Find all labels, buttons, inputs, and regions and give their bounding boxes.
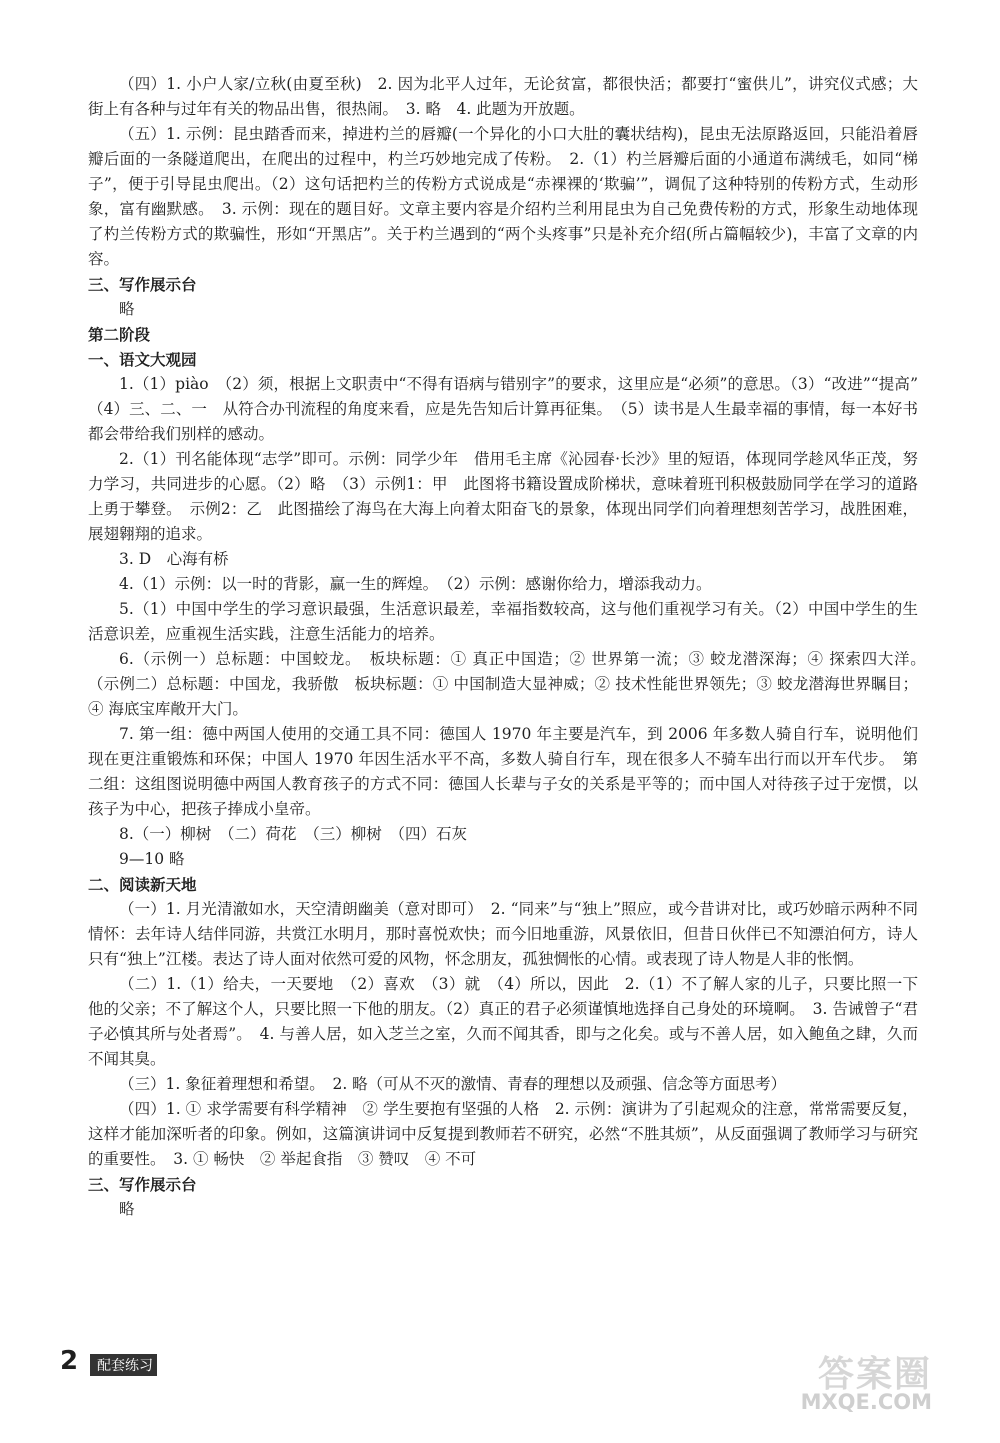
page-number: 2 bbox=[60, 1346, 79, 1376]
section-heading: 二、阅读新天地 bbox=[88, 875, 197, 894]
section-heading: 三、写作展示台 bbox=[88, 1175, 197, 1194]
answer-paragraph: （三）1. 象征着理想和希望。 2. 略（可从不灭的激情、青春的理想以及顽强、信念等方面思考） bbox=[119, 1075, 787, 1093]
watermark-url: MXQE.COM bbox=[800, 1390, 932, 1414]
answer-paragraph: 1.（1）piào （2）须，根据上文职责中“不得有语病与错别字”的要求，这里应是“必须”的意思。（3）“改进”“提高” （4）三、二、一 从符合办刊流程的角度来看，应是先告知后计算再征集。 （5）读书是人生最幸福的事情，每一本好书都会带给我们别样的感动。 bbox=[88, 375, 934, 443]
answer-paragraph: 5.（1）中国中学生的学习意识最强，生活意识最差，幸福指数较高，这与他们重视学习有关。（2）中国中学生的生活意识差，应重视生活实践，注意生活能力的培养。 bbox=[88, 600, 918, 643]
answer-paragraph: 9—10 略 bbox=[119, 850, 185, 868]
answer-paragraph: 8.（一）柳树 （二）荷花 （三）柳树 （四）石灰 bbox=[119, 825, 468, 843]
answer-paragraph: 2.（1）刊名能体现“志学”即可。示例：同学少年 借用毛主席《沁园春·长沙》里的短语，体现同学趁风华正茂，努力学习，共同进步的心愿。（2）略 （3）示例1：甲 此图将书籍设置成阶梯状，意味着班刊积极鼓励同学在学习的道路上勇于攀登。 示例2：乙 此图描绘了海鸟在大海上向着太阳奋飞的景象，体现出同学们向着理想刻苦学习，战胜困难，展翅翱翔的追求。 bbox=[88, 450, 918, 543]
section-heading: 第二阶段 bbox=[88, 325, 151, 344]
answer-paragraph: 略 bbox=[119, 1200, 135, 1218]
answer-paragraph: 略 bbox=[119, 300, 135, 318]
watermark bbox=[770, 1346, 940, 1416]
answer-paragraph: （四）1. ① 求学需要有科学精神 ② 学生要抱有坚强的人格 2. 示例：演讲为了引起观众的注意，常常需要反复，这样才能加深听者的印象。例如，这篇演讲词中反复提到教师若不研究，必然“不胜其烦”，从反面强调了教师学习与研究的重要性。 3. ① 畅快 ② 举起食指 ③ 赞叹 ④ 不可 bbox=[88, 1100, 918, 1168]
watermark-logo: 答案圈 bbox=[817, 1354, 932, 1395]
answer-page-content bbox=[88, 72, 934, 1222]
answer-paragraph: （二）1.（1）给夫，一天要地 （2）喜欢 （3）就 （4）所以，因此 2.（1）不了解人家的儿子，只要比照一下他的父亲；不了解这个人，只要比照一下他的朋友。（2）真正的君子必须谨慎地选择自己身处的环境啊。 3. 告诫曾子“君子必慎其所与处者焉”。 4. 与善人居，如入芝兰之室，久而不闻其香，即与之化矣。或与不善人居，如入鲍鱼之肆，久而不闻其臭。 bbox=[88, 975, 918, 1068]
page-footer bbox=[60, 1346, 940, 1416]
section-heading: 一、语文大观园 bbox=[88, 350, 197, 369]
answer-paragraph: 7. 第一组：德中两国人使用的交通工具不同：德国人 1970 年主要是汽车，到 2006 年多数人骑自行车，说明他们现在更注重锻炼和环保；中国人 1970 年因生活水平不高，多数人骑自行车，现在很多人不骑车出行而以开车代步。 第二组：这组图说明德中两国人教育孩子的方式不同：德国人长辈与子女的关系是平等的；而中国人对待孩子过于宠惯，以孩子为中心，把孩子捧成小皇帝。 bbox=[88, 725, 918, 818]
answer-paragraph: 6.（示例一）总标题：中国蛟龙。 板块标题：① 真正中国造；② 世界第一流；③ 蛟龙潜深海；④ 探索四大洋。 （示例二）总标题：中国龙，我骄傲 板块标题：① 中国制造大显神威；② 技术性能世界领先；③ 蛟龙潜海世界瞩目；④ 海底宝库敞开大门。 bbox=[88, 650, 934, 718]
answer-paragraph: （五）1. 示例：昆虫踏香而来，掉进杓兰的唇瓣(一个异化的小口大肚的囊状结构)，昆虫无法原路返回，只能沿着唇瓣后面的一条隧道爬出，在爬出的过程中，杓兰巧妙地完成了传粉。 2.（1）杓兰唇瓣后面的小通道布满绒毛，如同“梯子”，便于引导昆虫爬出。（2）这句话把杓兰的传粉方式说成是“赤裸裸的‘欺骗’”，调侃了这种特别的传粉方式，生动形象，富有幽默感。 3. 示例：现在的题目好。文章主要内容是介绍杓兰利用昆虫为自己免费传粉的方式，形象生动地体现了杓兰传粉方式的欺骗性，形如“开黑店”。关于杓兰遇到的“两个头疼事”只是补充介绍(所占篇幅较少)，丰富了文章的内容。 bbox=[88, 125, 918, 268]
answer-paragraph: （一）1. 月光清澈如水，天空清朗幽美（意对即可） 2. “同来”与“独上”照应，或今昔讲对比，或巧妙暗示两种不同情怀：去年诗人结伴同游，共赏江水明月，那时喜悦欢快；而今旧地重游，风景依旧，但昔日伙伴已不知漂泊何方，诗人只有“独上”江楼。表达了诗人面对依然可爱的风物，怀念朋友，孤独惆怅的心情。或表现了诗人物是人非的怅惘。 bbox=[88, 900, 918, 968]
answer-paragraph: （四）1. 小户人家/立秋(由夏至秋) 2. 因为北平人过年，无论贫富，都很快活；都要打“蜜供儿”，讲究仪式感；大街上有各种与过年有关的物品出售，很热闹。 3. 略 4. 此题为开放题。 bbox=[88, 75, 918, 118]
series-label: 配套练习 bbox=[90, 1354, 157, 1376]
answer-paragraph: 4.（1）示例：以一时的背影，赢一生的辉煌。 （2）示例：感谢你给力，增添我动力。 bbox=[119, 575, 712, 593]
section-heading: 三、写作展示台 bbox=[88, 275, 197, 294]
answer-paragraph: 3. D 心海有桥 bbox=[119, 550, 229, 568]
